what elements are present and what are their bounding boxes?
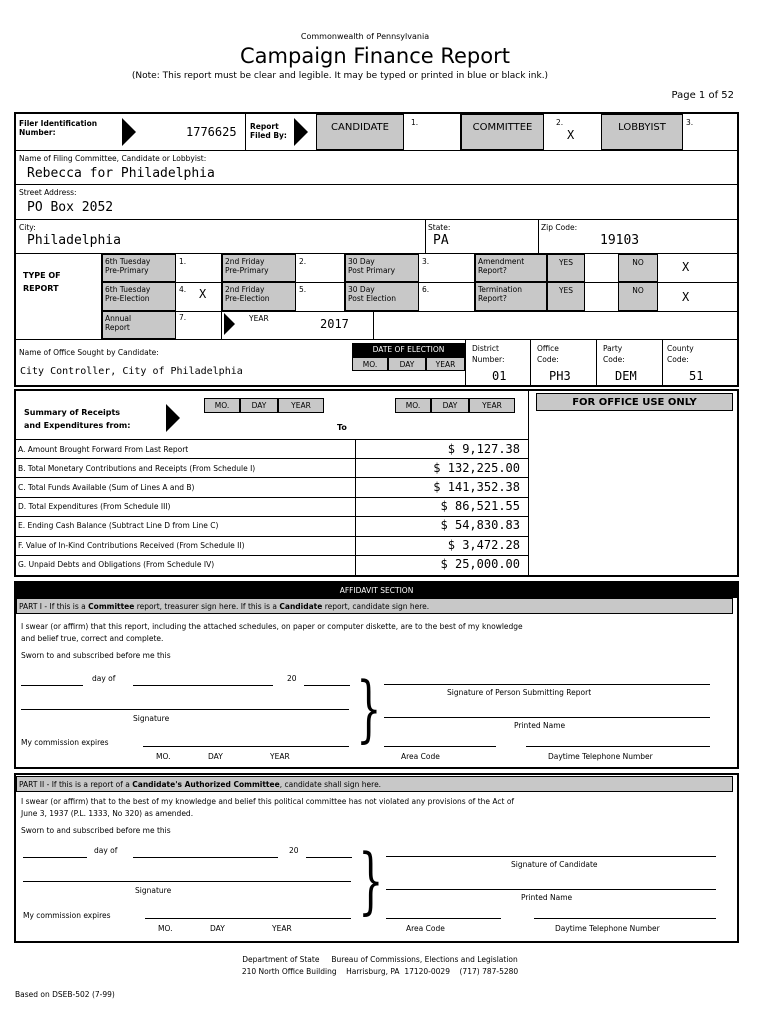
- year-arrow-icon: [224, 313, 235, 335]
- to-day-label: DAY: [431, 398, 469, 413]
- part1-area-code-label: Area Code: [401, 752, 440, 761]
- type-6th-tue-pre-election: 6th Tuesday Pre-Election: [102, 282, 176, 311]
- part2-year: YEAR: [272, 924, 292, 933]
- part1-sworn-text: Sworn to and subscribed before me this: [21, 651, 171, 660]
- committee-number: 2.: [556, 118, 564, 127]
- type-num-2: 2.: [299, 257, 307, 266]
- part1-commission-label: My commission expires: [21, 738, 109, 747]
- type-num-1: 1.: [179, 257, 187, 266]
- part2-oath-line2: June 3, 1937 (P.L. 1333, No 320) as amended.: [21, 809, 194, 818]
- street-address-label: Street Address:: [19, 188, 77, 197]
- type-2nd-fri-pre-election: 2nd Friday Pre-Election: [222, 282, 296, 311]
- election-day-label: DAY: [388, 357, 426, 371]
- part2-area-code-line[interactable]: [386, 918, 501, 919]
- city-field[interactable]: Philadelphia: [27, 233, 121, 248]
- type-annual-report: Annual Report: [102, 311, 176, 339]
- line-d-value[interactable]: $ 86,521.55: [440, 499, 520, 513]
- office-code-label: Office Code:: [537, 344, 559, 364]
- part2-printed-name-label: Printed Name: [521, 893, 573, 902]
- filer-id-value[interactable]: 1776625: [186, 125, 237, 139]
- type-2nd-fri-pre-primary: 2nd Friday Pre-Primary: [222, 254, 296, 282]
- part2-notary-sig-line[interactable]: [23, 881, 351, 882]
- filer-id-label: Filer Identification Number:: [19, 119, 98, 137]
- line-c-label: C. Total Funds Available (Sum of Lines A and B): [18, 483, 195, 492]
- to-mo-label: MO.: [395, 398, 431, 413]
- footer-address: 210 North Office Building Harrisburg, PA 17120-0029 (717) 787-5280: [241, 967, 519, 976]
- part2-sig-candidate-label: Signature of Candidate: [511, 860, 598, 869]
- part1-sig-person-label: Signature of Person Submitting Report: [447, 688, 592, 697]
- summary-label: Summary of Receipts and Expenditures from:: [24, 408, 131, 430]
- page-number: Page 1 of 52: [671, 90, 734, 101]
- line-e-label: E. Ending Cash Balance (Subtract Line D from Line C): [18, 521, 219, 530]
- district-field[interactable]: 01: [492, 369, 507, 383]
- line-b-label: B. Total Monetary Contributions and Receipts (From Schedule I): [18, 464, 256, 473]
- part2-signature-label: Signature: [135, 886, 172, 895]
- election-year-label: YEAR: [426, 357, 465, 371]
- zip-label: Zip Code:: [541, 223, 578, 232]
- footer-department: Department of State Bureau of Commissions, Elections and Legislation: [242, 955, 518, 964]
- part2-printed-name-line[interactable]: [386, 889, 716, 890]
- office-use-only: FOR OFFICE USE ONLY: [536, 393, 733, 411]
- part2-mo: MO.: [158, 924, 173, 933]
- type-num-6: 6.: [422, 285, 430, 294]
- part2-month-line[interactable]: [133, 857, 278, 858]
- candidate-option[interactable]: CANDIDATE: [316, 114, 404, 150]
- part2-instructions: PART II - If this is a report of a Candidate's Authorized Committee, candidate shall sign here.: [16, 776, 733, 792]
- line-g-value[interactable]: $ 25,000.00: [440, 557, 520, 571]
- type-30-day-post-primary: 30 Day Post Primary: [345, 254, 419, 282]
- termination-yes[interactable]: YES: [547, 282, 585, 311]
- part2-day-line[interactable]: [23, 857, 87, 858]
- county-code-field[interactable]: 51: [689, 369, 704, 383]
- street-address-field[interactable]: PO Box 2052: [27, 200, 114, 215]
- year-label: YEAR: [249, 314, 269, 323]
- part1-notary-sig-line[interactable]: [21, 709, 349, 710]
- part1-oath-line1: I swear (or affirm) that this report, including the attached schedules, on paper or computer diskette, are to the best of my knowledge: [21, 622, 523, 631]
- part1-printed-name-line[interactable]: [384, 717, 710, 718]
- page-title: Campaign Finance Report: [240, 44, 510, 68]
- line-c-value[interactable]: $ 141,352.38: [433, 480, 520, 494]
- form-version: Based on DSEB-502 (7-99): [15, 990, 115, 999]
- commonwealth-heading: Commonwealth of Pennsylvania: [300, 32, 430, 41]
- report-year-field[interactable]: 2017: [320, 317, 349, 331]
- part2-year-line[interactable]: [306, 857, 352, 858]
- line-a-value[interactable]: $ 9,127.38: [447, 442, 520, 456]
- type-30-day-post-election: 30 Day Post Election: [345, 282, 419, 311]
- party-code-label: Party Code:: [603, 344, 625, 364]
- office-code-field[interactable]: PH3: [549, 369, 571, 383]
- part2-twenty: 20: [289, 846, 299, 855]
- part1-day-line[interactable]: [21, 685, 83, 686]
- part1-area-code-line[interactable]: [384, 746, 496, 747]
- part2-area-code-label: Area Code: [406, 924, 445, 933]
- state-field[interactable]: PA: [433, 233, 449, 248]
- report-filed-by-label: Report Filed By:: [250, 122, 287, 140]
- part1-year: YEAR: [270, 752, 290, 761]
- line-a-label: A. Amount Brought Forward From Last Report: [18, 445, 189, 454]
- county-code-label: County Code:: [667, 344, 694, 364]
- committee-mark[interactable]: X: [567, 128, 575, 142]
- part1-brace: }: [356, 666, 382, 750]
- amendment-no[interactable]: NO: [618, 254, 658, 282]
- part2-candidate-sig-line[interactable]: [386, 856, 716, 857]
- part2-oath-line1: I swear (or affirm) that to the best of my knowledge and belief this political committee has not violated any provisions of the Act of: [21, 797, 515, 806]
- line-b-value[interactable]: $ 132,225.00: [433, 461, 520, 475]
- part1-twenty: 20: [287, 674, 297, 683]
- line-d-label: D. Total Expenditures (From Schedule III): [18, 502, 171, 511]
- filer-name-field[interactable]: Rebecca for Philadelphia: [27, 166, 215, 181]
- termination-label: Termination Report?: [475, 282, 547, 311]
- city-label: City:: [19, 223, 36, 232]
- part2-phone-label: Daytime Telephone Number: [555, 924, 660, 933]
- candidate-number: 1.: [411, 118, 419, 127]
- part1-printed-name-label: Printed Name: [514, 721, 566, 730]
- to-year-label: YEAR: [469, 398, 515, 413]
- part1-mo: MO.: [156, 752, 171, 761]
- part1-day-of: day of: [92, 674, 116, 683]
- line-e-value[interactable]: $ 54,830.83: [440, 518, 520, 532]
- type-4-mark[interactable]: X: [199, 287, 207, 301]
- filer-name-label: Name of Filing Committee, Candidate or Lobbyist:: [19, 154, 207, 163]
- line-g-label: G. Unpaid Debts and Obligations (From Schedule IV): [18, 560, 215, 569]
- part1-oath-line2: and belief true, correct and complete.: [21, 634, 164, 643]
- part2-phone-line[interactable]: [534, 918, 716, 919]
- part1-phone-line[interactable]: [526, 746, 710, 747]
- part1-signature-label: Signature: [133, 714, 170, 723]
- amendment-yes[interactable]: YES: [547, 254, 585, 282]
- termination-mark[interactable]: X: [682, 290, 690, 304]
- type-num-3: 3.: [422, 257, 430, 266]
- office-sought-label: Name of Office Sought by Candidate:: [19, 348, 159, 357]
- part1-submitter-sig-line[interactable]: [384, 684, 710, 685]
- amendment-label: Amendment Report?: [475, 254, 547, 282]
- lobbyist-number: 3.: [686, 118, 694, 127]
- termination-no[interactable]: NO: [618, 282, 658, 311]
- zip-field[interactable]: 19103: [600, 233, 640, 248]
- part1-year-line[interactable]: [304, 685, 350, 686]
- part1-instructions: PART I - If this is a Committee report, treasurer sign here. If this is a Candidate report, candidate sign here.: [16, 598, 733, 614]
- from-day-label: DAY: [240, 398, 278, 413]
- part2-commission-line[interactable]: [145, 918, 351, 919]
- part1-month-line[interactable]: [133, 685, 273, 686]
- part1-phone-label: Daytime Telephone Number: [548, 752, 653, 761]
- committee-option[interactable]: COMMITTEE: [461, 114, 544, 150]
- summary-arrow-icon: [166, 404, 180, 432]
- type-6th-tue-pre-primary: 6th Tuesday Pre-Primary: [102, 254, 176, 282]
- type-of-report-label: TYPE OF REPORT: [23, 271, 61, 293]
- type-num-4: 4.: [179, 285, 187, 294]
- election-mo-label: MO.: [352, 357, 388, 371]
- district-label: District Number:: [472, 344, 505, 364]
- state-label: State:: [428, 223, 451, 232]
- line-f-label: F. Value of In-Kind Contributions Received (From Schedule II): [18, 541, 245, 550]
- part2-day: DAY: [210, 924, 225, 933]
- type-num-5: 5.: [299, 285, 307, 294]
- legibility-note: (Note: This report must be clear and legible. It may be typed or printed in blue or black ink.): [131, 71, 549, 81]
- party-code-field[interactable]: DEM: [615, 369, 637, 383]
- from-mo-label: MO.: [204, 398, 240, 413]
- type-num-7: 7.: [179, 313, 187, 322]
- part2-commission-label: My commission expires: [23, 911, 111, 920]
- date-of-election-header: DATE OF ELECTION: [352, 343, 465, 357]
- part1-commission-line[interactable]: [143, 746, 349, 747]
- amendment-mark[interactable]: X: [682, 260, 690, 274]
- line-f-value[interactable]: $ 3,472.28: [447, 538, 520, 552]
- office-sought-field[interactable]: City Controller, City of Philadelphia: [20, 366, 243, 377]
- filer-id-arrow-icon: [122, 118, 136, 146]
- part2-sworn-text: Sworn to and subscribed before me this: [21, 826, 171, 835]
- to-label: To: [337, 423, 347, 432]
- lobbyist-option[interactable]: LOBBYIST: [601, 114, 683, 150]
- part2-day-of: day of: [94, 846, 118, 855]
- affidavit-header: AFFIDAVIT SECTION: [16, 583, 737, 598]
- from-year-label: YEAR: [278, 398, 324, 413]
- filed-by-arrow-icon: [294, 118, 308, 146]
- part1-day: DAY: [208, 752, 223, 761]
- part2-brace: }: [358, 838, 384, 922]
